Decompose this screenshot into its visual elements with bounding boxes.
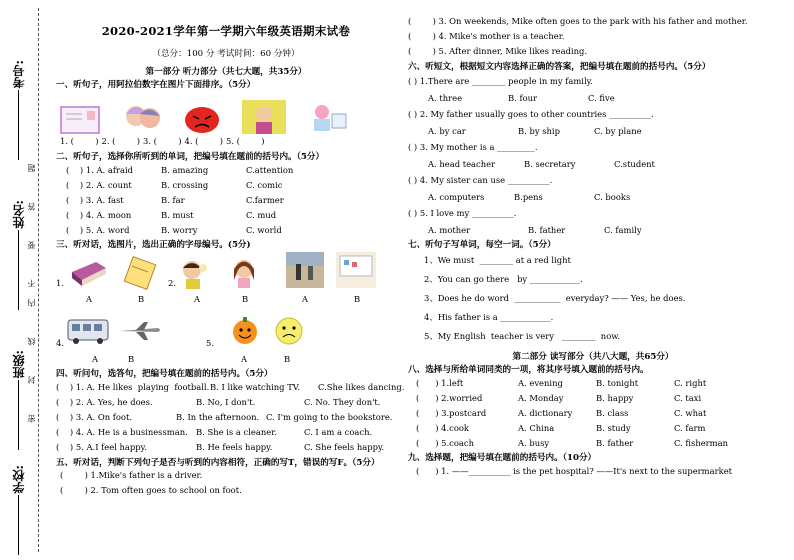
- q8-option-b: B. happy: [596, 392, 634, 403]
- q2-stem[interactable]: ( ) 3. A. fast: [66, 194, 124, 205]
- q3-images: [56, 250, 396, 366]
- q5-row[interactable]: ( ) 4. Mike's mother is a teacher.: [408, 31, 565, 42]
- q4-option-c: C. She feels happy.: [304, 442, 385, 453]
- q2-row: [56, 222, 396, 237]
- q6-question[interactable]: ( ) 1.There are ________ people in my family.: [408, 76, 593, 87]
- q6-option-c: C. by plane: [594, 125, 642, 136]
- q4-option-b: B. I like watching TV.: [210, 382, 301, 393]
- q4-option-c: C. I am a coach.: [304, 427, 373, 438]
- q4-row: [56, 380, 405, 395]
- q8-title: 八、选择与所给单词同类的一项，将其序号填入题前的括号内。: [408, 364, 649, 375]
- q2-option-c: C. world: [246, 224, 282, 235]
- q1-blank[interactable]: 1. ( ): [60, 136, 99, 147]
- q8-stem[interactable]: ( ) 2.worried: [416, 392, 483, 403]
- q2-option-c: C.farmer: [246, 194, 284, 205]
- q8-stem[interactable]: ( ) 5.coach: [416, 437, 474, 448]
- book-picture-icon: [70, 258, 108, 288]
- q8-option-c: C. fisherman: [674, 437, 728, 448]
- q8-option-a: A. dictionary: [518, 407, 573, 418]
- q4-row: [56, 395, 396, 410]
- q3-number: 4.: [56, 338, 64, 349]
- q2-stem[interactable]: ( ) 1. A. afraid: [66, 164, 133, 175]
- q6-question[interactable]: ( ) 5. I love my __________.: [408, 208, 517, 219]
- q4-option-b: B. He feels happy.: [196, 442, 273, 453]
- binding-margin: [0, 0, 56, 560]
- q3-label: A: [302, 294, 309, 305]
- q7-row[interactable]: 4、His father is a ____________.: [424, 312, 554, 323]
- q8-row: [408, 420, 778, 435]
- people-walking-photo-icon: [286, 252, 324, 288]
- old-couple-picture-icon: [122, 102, 162, 134]
- q6-option-a: A. mother: [428, 224, 471, 235]
- q4-option-b: B. No, I don't.: [196, 397, 256, 408]
- q5-row[interactable]: ( ) 5. After dinner, Mike likes reading.: [408, 46, 588, 57]
- q2-row: [56, 207, 396, 222]
- school-field[interactable]: [10, 465, 26, 555]
- name-line: [18, 230, 19, 310]
- q8-stem[interactable]: ( ) 3.postcard: [416, 407, 487, 418]
- q2-title: 二、听句子，选择你所听到的单词，把编号填在题前的括号内。（5分）: [56, 151, 325, 162]
- q6-option-a: A. three: [428, 92, 463, 103]
- q6-question[interactable]: ( ) 4. My sister can use __________.: [408, 175, 553, 186]
- q3-label: A: [194, 294, 201, 305]
- q4-option-c: C. I'm going to the bookstore.: [266, 412, 393, 423]
- q6-option-a: A. computers: [428, 191, 485, 202]
- q7-row[interactable]: 3、Does he do word ___________ everyday? —— Yes, he does.: [424, 293, 686, 304]
- q3-label: B: [242, 294, 249, 305]
- q2-option-b: B. crossing: [161, 179, 209, 190]
- q3-label: B: [128, 354, 135, 365]
- q1-blanks-row: [56, 134, 396, 149]
- class-line: [18, 380, 19, 450]
- q8-list: [408, 375, 778, 450]
- q8-option-a: A. evening: [518, 377, 563, 388]
- q8-option-c: C. what: [674, 407, 707, 418]
- q6-title: 六、听短文，根据短文内容选择正确的答案，把编号填在题前的括号内。（5分）: [408, 62, 711, 72]
- q3-label: B: [138, 294, 145, 305]
- q3-label: B: [284, 354, 291, 365]
- q4-list: [56, 380, 405, 455]
- sad-face-icon: [274, 316, 304, 346]
- q4-option-c: C.She likes dancing.: [318, 382, 405, 393]
- q8-option-b: B. class: [596, 407, 629, 418]
- q3-title: 三、听对话，选图片，选出正确的字母编号。(5分): [56, 240, 251, 251]
- exam-number-label: 考号:: [11, 60, 26, 89]
- q3-number: 2.: [168, 278, 176, 289]
- q4-stem[interactable]: ( ) 4. A. He is a businessman.: [56, 427, 188, 438]
- q4-row: [56, 440, 396, 455]
- q6-option-c: C. family: [604, 224, 642, 235]
- happy-orange-face-icon: [231, 316, 259, 346]
- school-label: 学校:: [11, 465, 26, 494]
- class-label: 班级:: [11, 350, 26, 379]
- q6-option-b: B. by ship: [518, 125, 560, 136]
- q3-label: A: [92, 354, 99, 365]
- q4-row: [56, 425, 396, 440]
- class-field[interactable]: [10, 350, 26, 450]
- boy-with-cold-picture-icon: [178, 258, 210, 290]
- q7-title: 七、听句子写单词，每空一词。（5分）: [408, 240, 556, 251]
- q1-blank[interactable]: 4. ( ): [184, 136, 223, 147]
- q2-row: [56, 177, 396, 192]
- name-field[interactable]: [10, 200, 26, 310]
- q8-row: [408, 405, 778, 420]
- name-label: 姓名:: [11, 200, 26, 229]
- q1-images: [56, 94, 396, 134]
- q6-option-c: C.student: [614, 158, 655, 169]
- q2-stem[interactable]: ( ) 2. A. count: [66, 179, 132, 190]
- q3-number: 5.: [206, 338, 214, 349]
- part2-title: 第二部分 读写部分（共八大题，共65分）: [512, 351, 674, 362]
- q4-stem[interactable]: ( ) 5. A.I feel happy.: [56, 442, 147, 453]
- girl-picture-icon: [228, 256, 260, 290]
- plane-picture-icon: [118, 320, 162, 342]
- q1-blank[interactable]: 2. ( ): [101, 136, 140, 147]
- exam-number-field[interactable]: [10, 60, 26, 160]
- q8-option-c: C. right: [674, 377, 707, 388]
- q3-number: 1.: [56, 278, 64, 289]
- q2-option-c: C. mud: [246, 209, 277, 220]
- q6-options: [408, 123, 778, 138]
- left-column: [56, 0, 405, 560]
- q7-row[interactable]: 5、My English teacher is very ________ now.: [424, 331, 621, 342]
- q6-option-c: C. books: [594, 191, 631, 202]
- q4-title: 四、听问句，选答句，把编号填在题前的括号内。（5分）: [56, 369, 273, 380]
- q5-row[interactable]: ( ) 1.Mike's father is a driver.: [60, 470, 203, 481]
- girl-reading-picture-icon: [308, 102, 350, 134]
- q8-option-b: B. tonight: [596, 377, 639, 388]
- q7-row[interactable]: 2、You can go there by ____________.: [424, 274, 583, 285]
- q8-stem[interactable]: ( ) 4.cook: [416, 422, 470, 433]
- q6-option-a: A. head teacher: [428, 158, 496, 169]
- q4-option-c: C. No. They don't.: [304, 397, 381, 408]
- seal-line: [38, 8, 39, 552]
- q6-option-b: B.pens: [514, 191, 543, 202]
- q8-row: [408, 390, 778, 405]
- q2-option-b: B. worry: [161, 224, 198, 235]
- q3-label: A: [241, 354, 248, 365]
- q8-row: [408, 375, 778, 390]
- q8-row: [408, 435, 778, 450]
- q6-options: [408, 156, 778, 171]
- q2-stem[interactable]: ( ) 5. A. word: [66, 224, 130, 235]
- q8-option-a: A. Monday: [518, 392, 564, 403]
- q7-list: [408, 251, 778, 346]
- q2-option-c: C. comic: [246, 179, 283, 190]
- q2-option-b: B. amazing: [161, 164, 209, 175]
- q6-options: [408, 189, 778, 204]
- q4-option-b: B. In the afternoon.: [176, 412, 260, 423]
- q6-option-b: B. four: [508, 92, 538, 103]
- q1-blank[interactable]: 3. ( ): [143, 136, 182, 147]
- exam-number-line: [18, 90, 19, 160]
- q6-question[interactable]: ( ) 2. My father usually goes to other countries __________.: [408, 109, 654, 120]
- q2-option-b: B. far: [161, 194, 185, 205]
- q2-option-c: C.attention: [246, 164, 294, 175]
- seal-warning-top: 不 要 答 题: [27, 150, 36, 288]
- q5-row[interactable]: ( ) 3. On weekends, Mike often goes to the park with his father and mother.: [408, 16, 748, 27]
- q4-stem[interactable]: ( ) 1. A. He likes playing football.: [56, 382, 210, 393]
- q2-row: [56, 162, 396, 177]
- q1-blank[interactable]: 5. ( ): [226, 136, 265, 147]
- bus-picture-icon: [66, 316, 110, 346]
- q6-option-b: B. father: [528, 224, 566, 235]
- q8-option-c: C. taxi: [674, 392, 702, 403]
- angry-face-icon: [184, 106, 220, 134]
- q8-option-a: A. busy: [518, 437, 550, 448]
- exam-title: 2020-2021学年第一学期六年级英语期末试卷: [101, 24, 351, 38]
- q9-title: 九、选择题，把编号填在题前的括号内。（10分）: [408, 453, 597, 464]
- q4-option-b: B. She is a cleaner.: [196, 427, 277, 438]
- q3-label: A: [86, 294, 93, 305]
- q6-option-a: A. by car: [428, 125, 466, 136]
- q3-label: B: [354, 294, 361, 305]
- q6-list: [408, 72, 778, 237]
- seal-warning-bottom: 密 封 线 内: [27, 285, 36, 423]
- q1-title: 一、听句子，用阿拉伯数字在图片下面排序。（5分）: [56, 80, 256, 91]
- q6-option-b: B. secretary: [524, 158, 576, 169]
- right-column: [408, 0, 778, 560]
- notebook-picture-icon: [122, 256, 158, 290]
- q6-option-c: C. five: [588, 92, 615, 103]
- q8-option-c: C. farm: [674, 422, 706, 433]
- q4-stem[interactable]: ( ) 3. A. On foot.: [56, 412, 133, 423]
- q7-row[interactable]: 1、We must ________ at a red light: [424, 255, 571, 266]
- exam-subtitle: （总分：100 分 考试时间：60 分钟）: [152, 48, 300, 59]
- q8-option-b: B. father: [596, 437, 634, 448]
- q4-stem[interactable]: ( ) 2. A. Yes, he does.: [56, 397, 153, 408]
- q4-row: [56, 410, 396, 425]
- q8-option-a: A. China: [518, 422, 555, 433]
- school-line: [18, 495, 19, 555]
- q9-row[interactable]: ( ) 1. ——__________ is the pet hospital? ——It's next to the supermarket: [416, 466, 733, 477]
- q6-options: [408, 222, 778, 237]
- q6-question[interactable]: ( ) 3. My mother is a _________.: [408, 142, 538, 153]
- q8-option-b: B. study: [596, 422, 631, 433]
- q2-option-b: B. must: [161, 209, 194, 220]
- q2-list: [56, 162, 396, 237]
- whiteboard-photo-icon: [336, 252, 376, 288]
- q5-row[interactable]: ( ) 2. Tom often goes to school on foot.: [60, 485, 242, 496]
- part1-title: 第一部分 听力部分（共七大题，共35分）: [145, 67, 307, 78]
- q6-options: [408, 90, 778, 105]
- q8-stem[interactable]: ( ) 1.left: [416, 377, 464, 388]
- q5-title: 五、听对话，判断下列句子是否与听到的内容相符，正确的写T，错误的写F。（5分）: [56, 457, 380, 468]
- worried-girl-picture-icon: [242, 100, 286, 134]
- q2-stem[interactable]: ( ) 4. A. moon: [66, 209, 132, 220]
- postcard-picture-icon: [60, 106, 100, 134]
- q2-row: [56, 192, 396, 207]
